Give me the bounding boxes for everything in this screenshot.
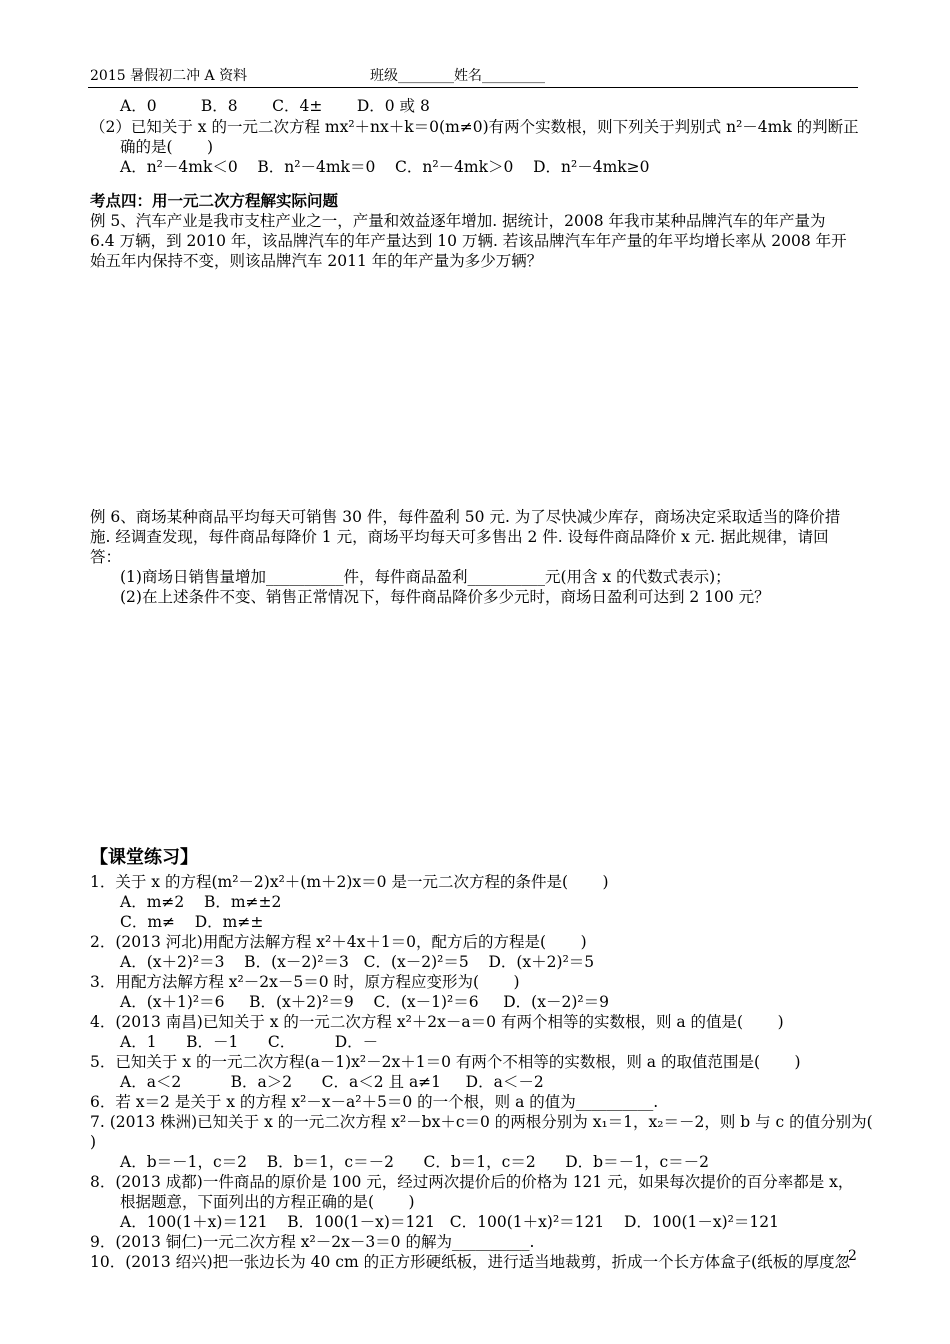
text-line-l12: (1)商场日销售量增加__________件，每件商品盈利__________元(用含 x 的代数式表示)； bbox=[120, 568, 731, 586]
text-line-l26: 6．若 x＝2 是关于 x 的方程 x²－x－a²＋5＝0 的一个根，则 a 的值为__________. bbox=[90, 1093, 659, 1111]
text-line-l07: 6.4 万辆，到 2010 年，该品牌汽车的年产量达到 10 万辆. 若该品牌汽车年产量的年平均增长率从 2008 年开 bbox=[90, 232, 847, 250]
text-line-l05: 考点四：用一元二次方程解实际问题 bbox=[90, 191, 339, 210]
text-line-l30: 8．(2013 成都)一件商品的原价是 100 元，经过两次提价后的价格为 121 元，如果每次提价的百分率都是 x， bbox=[90, 1173, 854, 1191]
text-line-l19: A．(x＋2)²＝3 B．(x－2)²＝3 C．(x－2)²＝5 D．(x＋2)²＝5 bbox=[120, 953, 595, 971]
text-line-l01: A．0 B．8 C．4± D．0 或 8 bbox=[120, 97, 430, 115]
page-number: 2 bbox=[848, 1248, 857, 1264]
text-line-l28: ) bbox=[90, 1133, 97, 1151]
text-line-l18: 2．(2013 河北)用配方法解方程 x²＋4x＋1＝0，配方后的方程是( ) bbox=[90, 933, 587, 951]
header-rule bbox=[88, 87, 858, 88]
text-line-l27: 7. (2013 株洲)已知关于 x 的一元二次方程 x²－bx＋c＝0 的两根分别为 x₁＝1，x₂＝－2，则 b 与 c 的值分别为( bbox=[90, 1113, 873, 1131]
text-line-l22: 4．(2013 南昌)已知关于 x 的一元二次方程 x²＋2x－a＝0 有两个相等的实数根，则 a 的值是( ) bbox=[90, 1013, 784, 1031]
text-line-l31: 根据题意，下面列出的方程正确的是( ) bbox=[120, 1193, 415, 1211]
text-line-l13: (2)在上述条件不变、销售正常情况下，每件商品降价多少元时，商场日盈利可达到 2 100 元？ bbox=[120, 588, 770, 606]
text-line-l06: 例 5、汽车产业是我市支柱产业之一，产量和效益逐年增加. 据统计，2008 年我市某种品牌汽车的年产量为 bbox=[90, 212, 826, 230]
text-line-l17: C．m≠ D．m≠± bbox=[120, 913, 264, 931]
text-line-l21: A．(x＋1)²＝6 B．(x＋2)²＝9 C．(x－1)²＝6 D．(x－2)²＝9 bbox=[120, 993, 609, 1011]
text-line-l24: 5．已知关于 x 的一元二次方程(a－1)x²－2x＋1＝0 有两个不相等的实数根，则 a 的取值范围是( ) bbox=[90, 1053, 801, 1071]
text-line-l02: （2）已知关于 x 的一元二次方程 mx²＋nx＋k＝0(m≠0)有两个实数根，则下列关于判别式 n²－4mk 的判断正 bbox=[90, 118, 859, 136]
text-line-l08: 始五年内保持不变，则该品牌汽车 2011 年的年产量为多少万辆？ bbox=[90, 252, 543, 270]
text-line-l14: 【课堂练习】 bbox=[90, 847, 198, 868]
text-line-l29: A．b＝－1，c＝2 B．b＝1，c＝－2 C．b＝1，c＝2 D．b＝－1，c＝－2 bbox=[120, 1153, 710, 1171]
text-line-l20: 3．用配方法解方程 x²－2x－5＝0 时，原方程应变形为( ) bbox=[90, 973, 520, 991]
text-line-l10: 施. 经调查发现，每件商品每降价 1 元，商场平均每天可多售出 2 件. 设每件商品降价 x 元. 据此规律，请回 bbox=[90, 528, 829, 546]
header-left: 2015 暑假初二冲 A 资料 bbox=[90, 68, 248, 84]
text-line-l23: A．1 B．－1 C． D．－ bbox=[120, 1033, 379, 1051]
text-line-l03: 确的是( ) bbox=[120, 138, 214, 156]
text-line-l11: 答： bbox=[90, 548, 122, 566]
text-line-l15: 1．关于 x 的方程(m²－2)x²＋(m＋2)x＝0 是一元二次方程的条件是( ) bbox=[90, 873, 609, 891]
header-class-name: 班级________姓名_________ bbox=[370, 68, 545, 84]
text-line-l34: 10．(2013 绍兴)把一张边长为 40 cm 的正方形硬纸板，进行适当地裁剪，折成一个长方体盒子(纸板的厚度忽 bbox=[90, 1253, 851, 1271]
text-line-l25: A．a＜2 B．a＞2 C．a＜2 且 a≠1 D．a＜－2 bbox=[120, 1073, 544, 1091]
text-line-l16: A．m≠2 B．m≠±2 bbox=[120, 893, 282, 911]
text-line-l32: A．100(1＋x)＝121 B．100(1－x)＝121 C．100(1＋x)²＝121 D．100(1－x)²＝121 bbox=[120, 1213, 779, 1231]
text-line-l33: 9．(2013 铜仁)一元二次方程 x²－2x－3＝0 的解为__________. bbox=[90, 1233, 535, 1251]
text-line-l04: A．n²－4mk＜0 B．n²－4mk＝0 C．n²－4mk＞0 D．n²－4mk≥0 bbox=[120, 158, 650, 176]
text-line-l09: 例 6、商场某种商品平均每天可销售 30 件，每件盈利 50 元. 为了尽快减少库存，商场决定采取适当的降价措 bbox=[90, 508, 841, 526]
